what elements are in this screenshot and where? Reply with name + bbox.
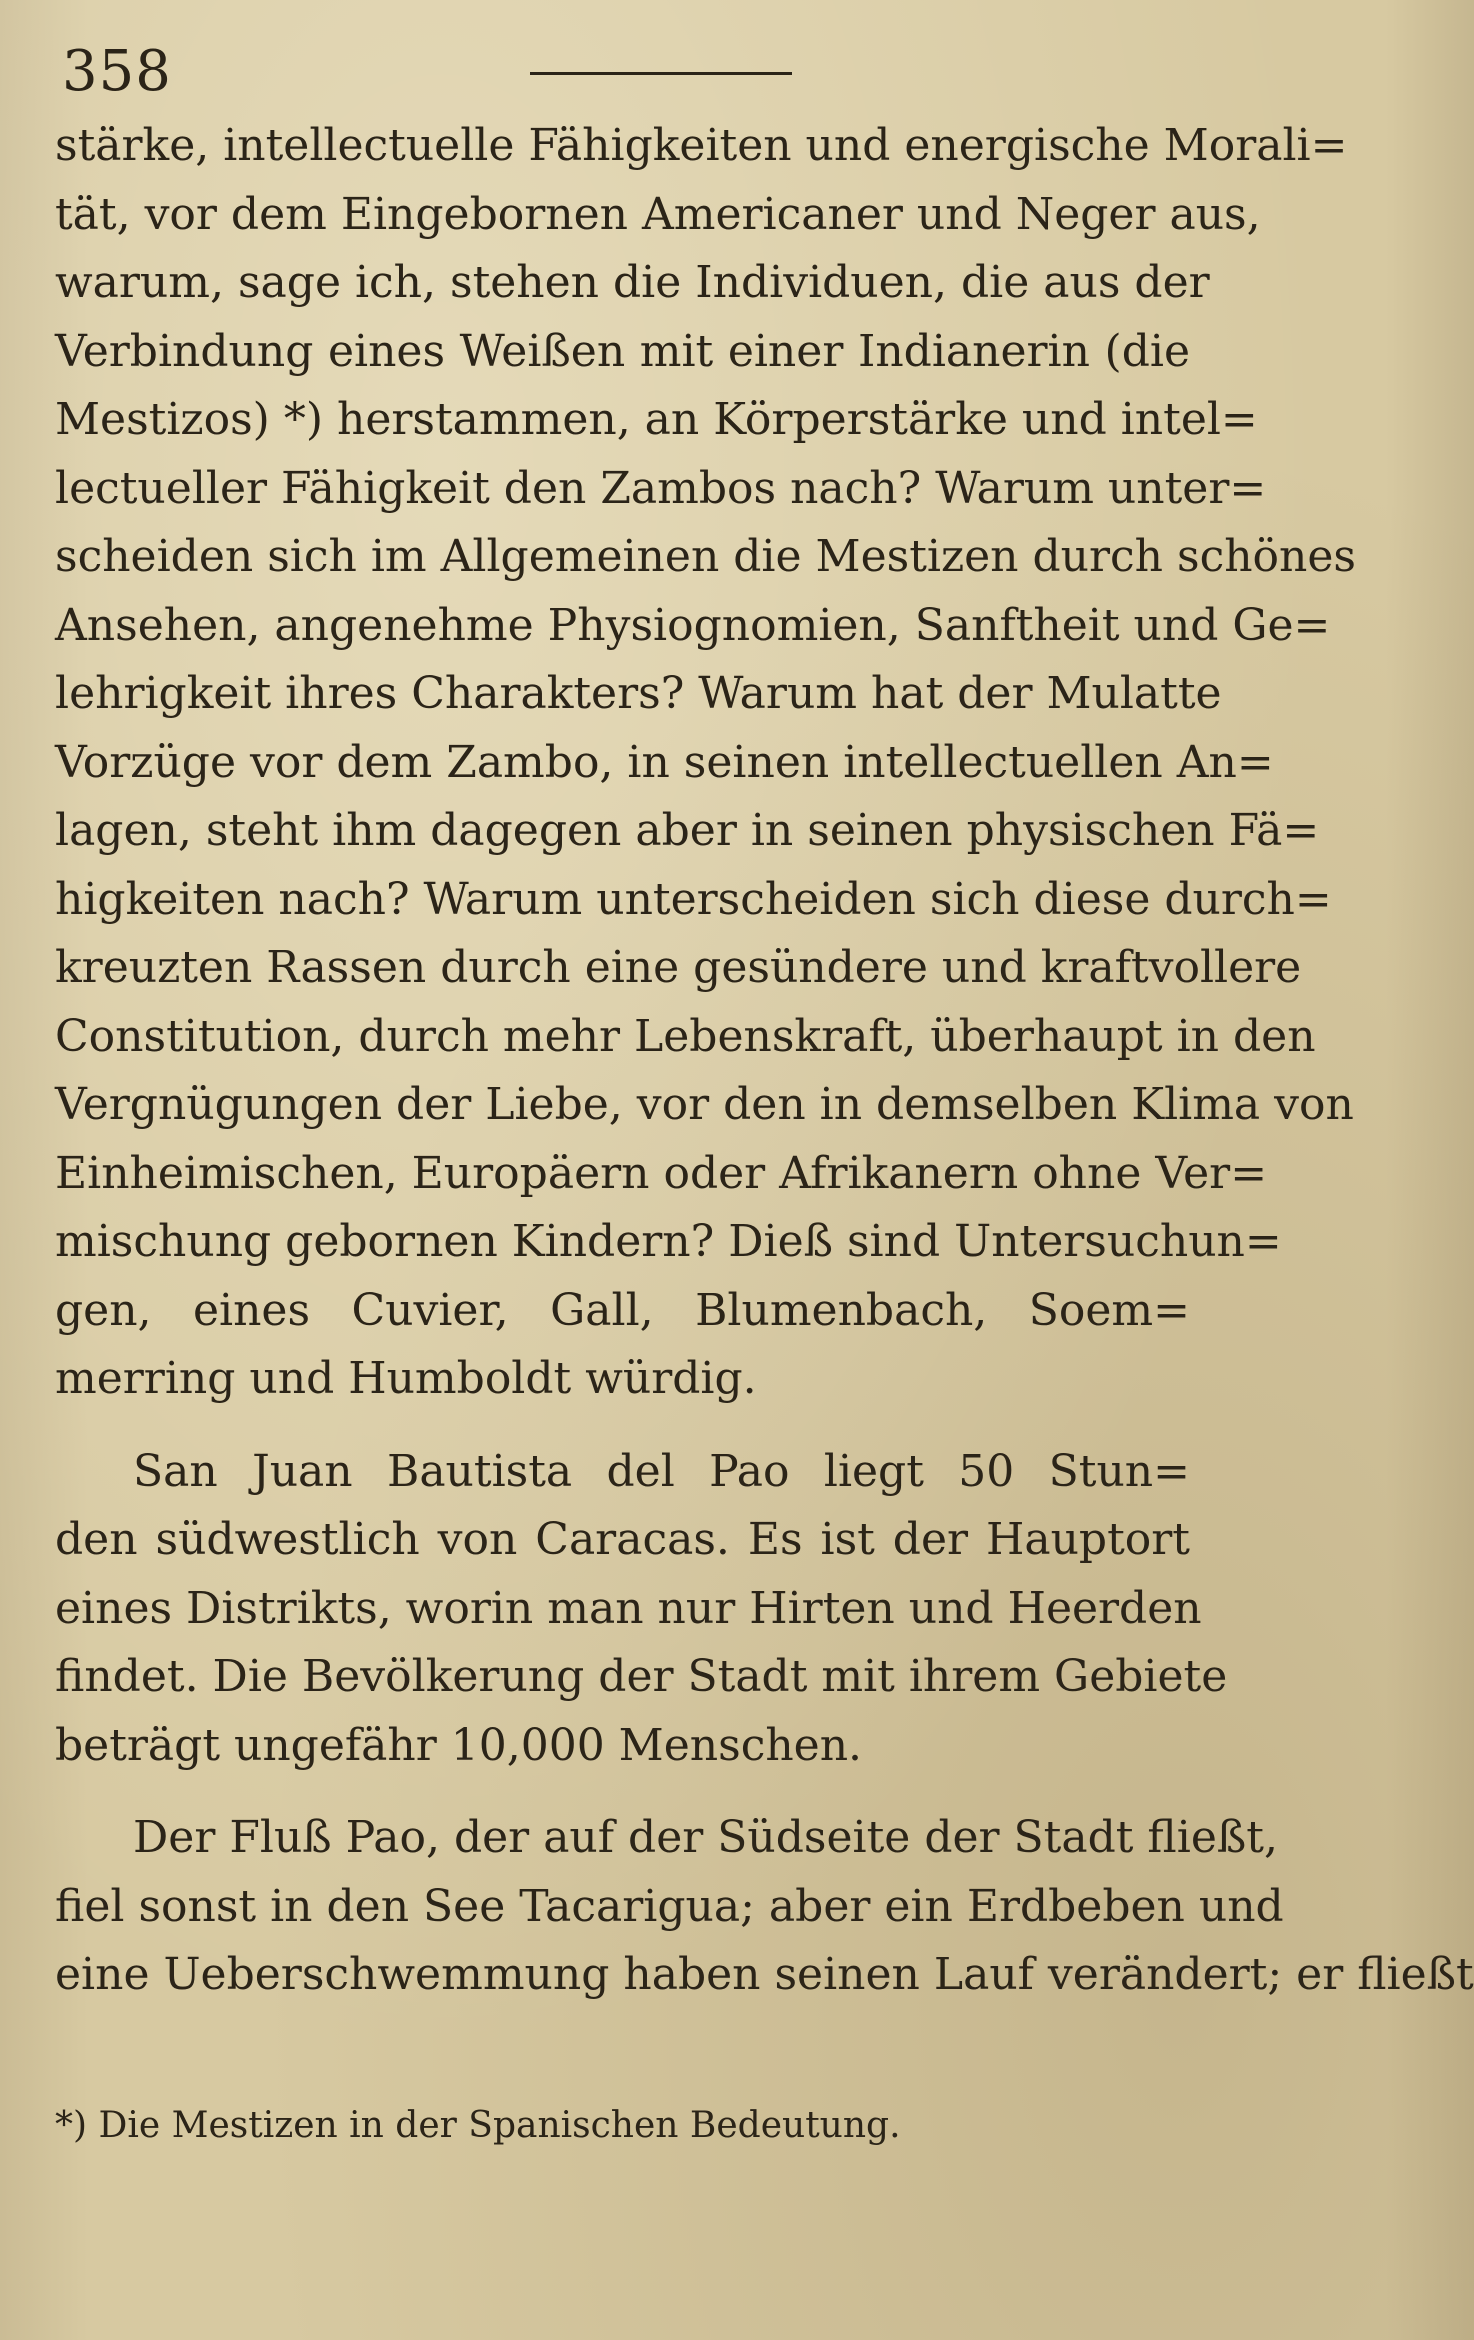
text-line: eine Ueberschwemmung haben seinen Lauf verändert; er fließt bbox=[55, 1949, 1474, 2000]
page-number: 358 bbox=[62, 39, 172, 104]
text-line: lehrigkeit ihres Charakters? Warum hat der Mulatte bbox=[55, 668, 1222, 719]
text-line: tät, vor dem Eingebornen Americaner und Neger aus, bbox=[55, 188, 1261, 240]
text-line: gen, eines Cuvier, Gall, Blumenbach, Soem= bbox=[55, 1284, 1190, 1336]
paragraph-gap bbox=[55, 1780, 1190, 1804]
text-line: findet. Die Bevölkerung der Stadt mit ihrem Gebiete bbox=[55, 1651, 1228, 1702]
page-header bbox=[62, 39, 1162, 104]
text-line: Einheimischen, Europäern oder Afrikanern ohne Ver= bbox=[55, 1147, 1268, 1199]
text-line: lagen, steht ihm dagegen aber in seinen physischen Fä= bbox=[55, 805, 1320, 856]
paragraph-gap bbox=[55, 1414, 1190, 1438]
text-line: Mestizos) *) herstammen, an Körperstärke und intel= bbox=[55, 394, 1258, 445]
text-line: stärke, intellectuelle Fähigkeiten und energische Morali= bbox=[55, 120, 1348, 171]
text-line: beträgt ungefähr 10,000 Menschen. bbox=[55, 1719, 863, 1771]
text-line: Vorzüge vor dem Zambo, in seinen intellectuellen An= bbox=[55, 736, 1274, 788]
text-line: den südwestlich von Caracas. Es ist der Hauptort bbox=[55, 1514, 1190, 1565]
text-line: lectueller Fähigkeit den Zambos nach? Warum unter= bbox=[55, 462, 1267, 514]
body-text bbox=[55, 112, 1474, 2010]
paragraph-3 bbox=[55, 1804, 1474, 2010]
paragraph-1 bbox=[55, 112, 1357, 1414]
text-line: Der Fluß Pao, der auf der Südseite der Stadt fließt, bbox=[133, 1812, 1278, 1863]
text-line: scheiden sich im Allgemeinen die Mestizen durch schönes bbox=[55, 531, 1357, 582]
text-line: San Juan Bautista del Pao liegt 50 Stun= bbox=[133, 1445, 1190, 1497]
text-line: eines Distrikts, worin man nur Hirten und Heerden bbox=[55, 1582, 1202, 1634]
text-line: higkeiten nach? Warum unterscheiden sich diese durch= bbox=[55, 873, 1332, 925]
text-line: merring und Humboldt würdig. bbox=[55, 1353, 757, 1404]
text-line: warum, sage ich, stehen die Individuen, die aus der bbox=[55, 257, 1210, 308]
text-line: Vergnügungen der Liebe, vor den in demselben Klima von bbox=[55, 1079, 1354, 1130]
text-line: Ansehen, angenehme Physiognomien, Sanftheit und Ge= bbox=[55, 599, 1331, 651]
text-line: fiel sonst in den See Tacariguа; aber ein Erdbeben und bbox=[55, 1880, 1284, 1932]
text-line: kreuzten Rassen durch eine gesündere und kraftvollere bbox=[55, 942, 1302, 993]
paragraph-2 bbox=[55, 1438, 1228, 1781]
header-rule bbox=[530, 72, 792, 75]
text-line: Constitution, durch mehr Lebenskraft, überhaupt in den bbox=[55, 1010, 1316, 1062]
text-line: Verbindung eines Weißen mit einer Indianerin (die bbox=[55, 325, 1190, 377]
footnote: *) Die Mestizen in der Spanischen Bedeutung. bbox=[55, 2105, 901, 2146]
text-line: mischung gebornen Kindern? Dieß sind Untersuchun= bbox=[55, 1216, 1282, 1267]
